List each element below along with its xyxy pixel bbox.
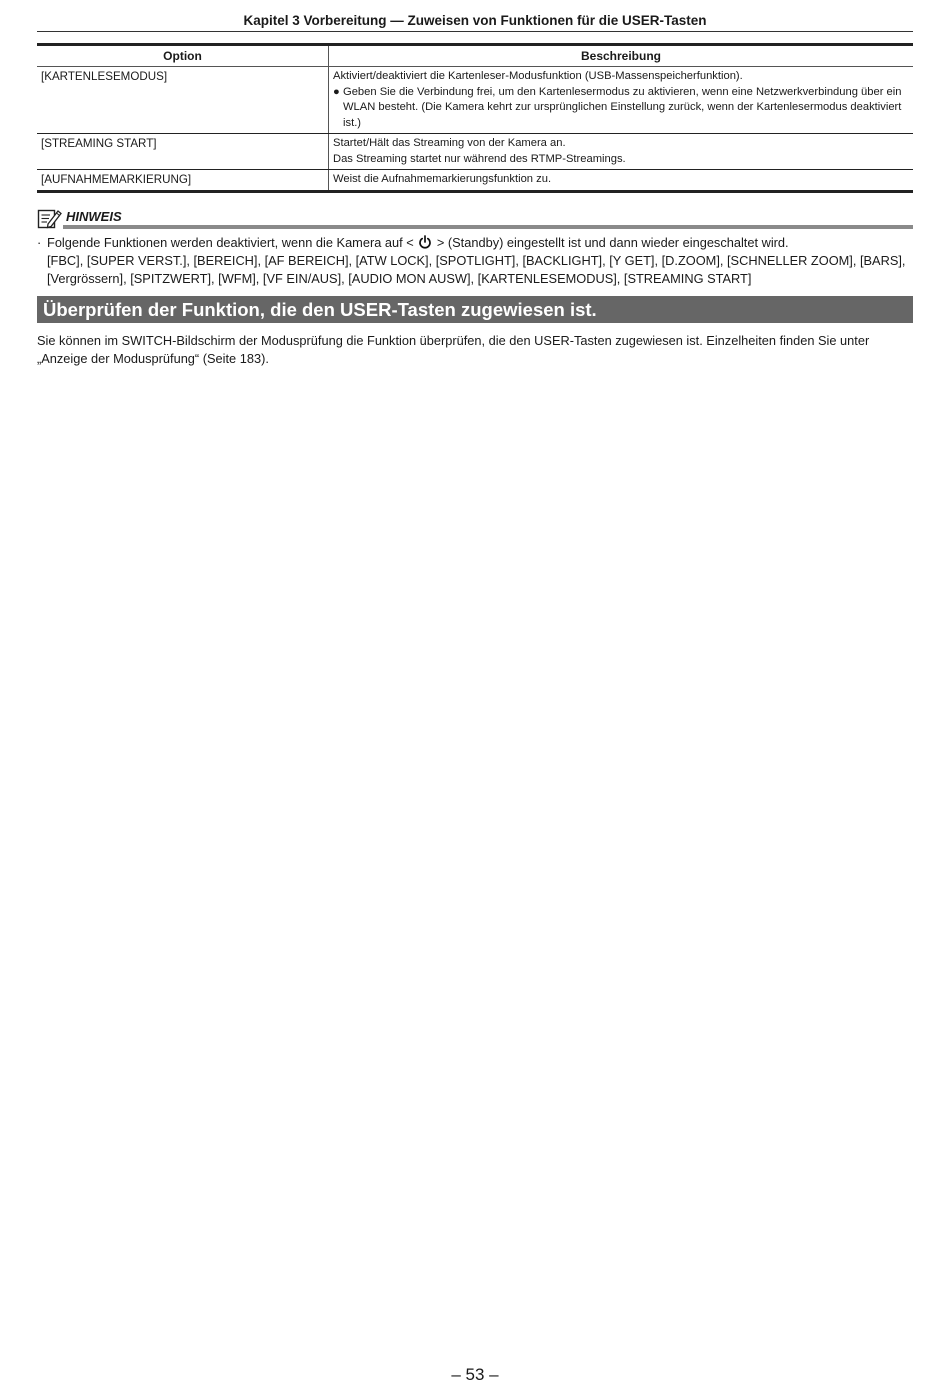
description-line: Startet/Hält das Streaming von der Kamera an.: [333, 137, 566, 149]
table-row: [37, 170, 913, 192]
table-row: [37, 67, 913, 134]
note-pencil-icon: [37, 207, 63, 229]
note-bullet: ·: [37, 235, 42, 250]
column-header-option: Option: [37, 45, 329, 67]
option-cell: [KARTENLESEMODUS]: [37, 67, 329, 134]
page-number: – 53 –: [451, 1365, 499, 1384]
table-row: [37, 134, 913, 170]
description-cell: [329, 134, 914, 170]
note-text-before: Folgende Funktionen werden deaktiviert, wenn die Kamera auf <: [47, 235, 414, 250]
option-cell: [AUFNAHMEMARKIERUNG]: [37, 170, 329, 192]
running-header: Kapitel 3 Vorbereitung — Zuweisen von Funktionen für die USER-Tasten: [243, 13, 707, 28]
section-title: Überprüfen der Funktion, die den USER-Tasten zugewiesen ist.: [43, 299, 597, 320]
section-paragraph: Sie können im SWITCH-Bildschirm der Modusprüfung die Funktion überprüfen, die den USER-Tasten zugewiesen ist. Einzelheiten finden Sie unter „Anzeige der Modusprüfung“ (Seite 183).: [37, 333, 870, 366]
option-cell: [STREAMING START]: [37, 134, 329, 170]
note-text: [37, 234, 913, 287]
power-standby-icon: [418, 235, 432, 249]
hinweis-rule: [63, 225, 913, 229]
bullet-mark: ●: [333, 85, 340, 98]
hinweis-label: HINWEIS: [66, 209, 122, 224]
bullet-text: Geben Sie die Verbindung frei, um den Kartenlesermodus zu aktivieren, wenn eine Netzwerkverbindung über ein WLAN besteht. (Die Kamera kehrt zur ursprünglichen Einstellung zurück, wenn der Kartenlesermodus deaktiviert ist.): [343, 85, 902, 129]
description-cell: [329, 67, 914, 134]
hinweis-heading: [37, 207, 913, 229]
table-header-row: [37, 45, 913, 67]
options-table: [37, 43, 913, 193]
column-header-description: Beschreibung: [329, 45, 914, 67]
note-text-after: > (Standby) eingestellt ist und dann wieder eingeschaltet wird.: [436, 235, 789, 250]
note-function-list: [FBC], [SUPER VERST.], [BEREICH], [AF BEREICH], [ATW LOCK], [SPOTLIGHT], [BACKLIGHT], [Y GET], [D.ZOOM], [SCHNELLER ZOOM], [BARS], [Vergrössern], [SPITZWERT], [WFM], [VF EIN/AUS], [AUDIO MON AUSW], [KARTENLESEMODUS], [STREAMING START]: [47, 252, 906, 286]
description-line: Das Streaming startet nur während des RTMP-Streamings.: [333, 152, 626, 165]
description-line: Weist die Aufnahmemarkierungsfunktion zu.: [333, 173, 552, 185]
description-cell: [329, 170, 914, 192]
header-rule: [37, 31, 913, 32]
section-heading-bar: [37, 296, 913, 323]
description-line: Aktiviert/deaktiviert die Kartenleser-Modusfunktion (USB-Massenspeicherfunktion).: [333, 70, 743, 82]
description-bullet-line: [333, 85, 909, 132]
